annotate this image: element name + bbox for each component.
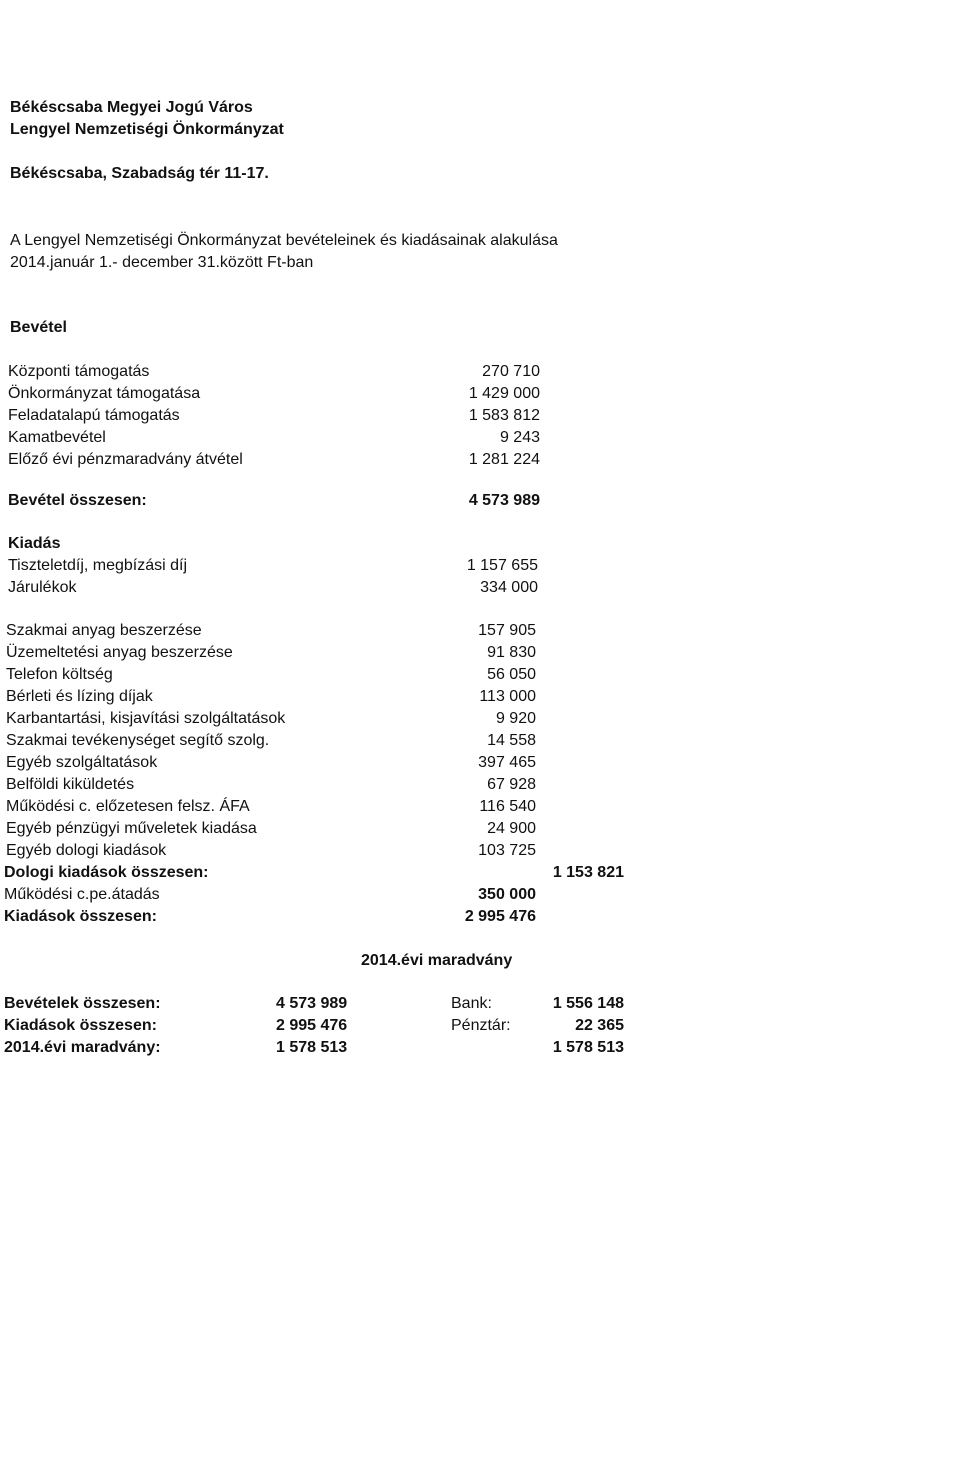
income-item-value: 9 243 [499, 429, 540, 446]
cash-label: Pénztár: [451, 1017, 511, 1034]
expense-item-value: 113 000 [479, 688, 536, 705]
remainder-row-value: 1 578 513 [276, 1039, 348, 1056]
income-item-value: 1 429 000 [468, 385, 540, 402]
org-address: Békéscsaba, Szabadság tér 11-17. [10, 165, 269, 182]
income-item-value: 270 710 [482, 363, 540, 380]
expense-item-value: 1 157 655 [466, 557, 538, 574]
expenses-heading: Kiadás [8, 535, 61, 552]
expense-item-value: 157 905 [478, 622, 536, 639]
report-title-line2: 2014.január 1.- december 31.között Ft-ban [10, 254, 314, 271]
org-name-line2: Lengyel Nemzetiségi Önkormányzat [10, 121, 284, 138]
expense-item-label: Belföldi kiküldetés [6, 776, 135, 793]
remainder-row-label: Bevételek összesen: [4, 995, 161, 1012]
expense-item-label: Egyéb szolgáltatások [6, 754, 158, 771]
income-item-value: 1 281 224 [468, 451, 540, 468]
remainder-row-label: 2014.évi maradvány: [4, 1039, 161, 1056]
expense-item-label: Szakmai anyag beszerzése [6, 622, 202, 639]
expense-item-value: 334 000 [480, 579, 538, 596]
transfer-value: 350 000 [478, 886, 536, 903]
income-heading: Bevétel [10, 319, 67, 336]
income-item-label: Önkormányzat támogatása [8, 385, 201, 402]
expense-item-value: 24 900 [487, 820, 536, 837]
income-item-label: Feladatalapú támogatás [8, 407, 180, 424]
bank-value: 1 556 148 [552, 995, 624, 1012]
expense-item-label: Egyéb dologi kiadások [6, 842, 167, 859]
remainder-heading: 2014.évi maradvány [361, 952, 513, 969]
income-item-label: Előző évi pénzmaradvány átvétel [8, 451, 243, 468]
transfer-label: Működési c.pe.átadás [4, 886, 160, 903]
remainder-balance-value: 1 578 513 [552, 1039, 624, 1056]
expenses-total-label: Kiadások összesen: [4, 908, 157, 925]
income-total-value: 4 573 989 [468, 492, 540, 509]
expense-item-value: 67 928 [487, 776, 536, 793]
expense-item-label: Telefon költség [6, 666, 113, 683]
expense-item-value: 56 050 [487, 666, 536, 683]
expense-item-label: Működési c. előzetesen felsz. ÁFA [6, 798, 250, 815]
income-item-label: Kamatbevétel [8, 429, 106, 446]
expense-item-label: Karbantartási, kisjavítási szolgáltatások [6, 710, 286, 727]
income-item-value: 1 583 812 [468, 407, 540, 424]
expense-item-value: 91 830 [487, 644, 536, 661]
expense-item-value: 397 465 [478, 754, 536, 771]
remainder-row-value: 4 573 989 [276, 995, 348, 1012]
expenses-total-value: 2 995 476 [464, 908, 536, 925]
cash-value: 22 365 [575, 1017, 624, 1034]
expense-item-label: Üzemeltetési anyag beszerzése [6, 644, 233, 661]
income-total-label: Bevétel összesen: [8, 492, 147, 509]
expense-item-label: Tiszteletdíj, megbízási díj [8, 557, 188, 574]
remainder-row-value: 2 995 476 [276, 1017, 348, 1034]
income-item-label: Központi támogatás [8, 363, 150, 380]
expense-item-label: Járulékok [8, 579, 77, 596]
expense-item-label: Egyéb pénzügyi műveletek kiadása [6, 820, 257, 837]
material-total-value: 1 153 821 [552, 864, 624, 881]
material-total-label: Dologi kiadások összesen: [4, 864, 209, 881]
bank-label: Bank: [451, 995, 492, 1012]
remainder-row-label: Kiadások összesen: [4, 1017, 157, 1034]
expense-item-label: Szakmai tevékenységet segítő szolg. [6, 732, 270, 749]
report-title-line1: A Lengyel Nemzetiségi Önkormányzat bevételeinek és kiadásainak alakulása [10, 232, 558, 249]
expense-item-value: 103 725 [478, 842, 536, 859]
expense-item-value: 14 558 [487, 732, 536, 749]
expense-item-label: Bérleti és lízing díjak [6, 688, 153, 705]
expense-item-value: 9 920 [495, 710, 536, 727]
org-name-line1: Békéscsaba Megyei Jogú Város [10, 99, 253, 116]
expense-item-value: 116 540 [479, 798, 536, 815]
